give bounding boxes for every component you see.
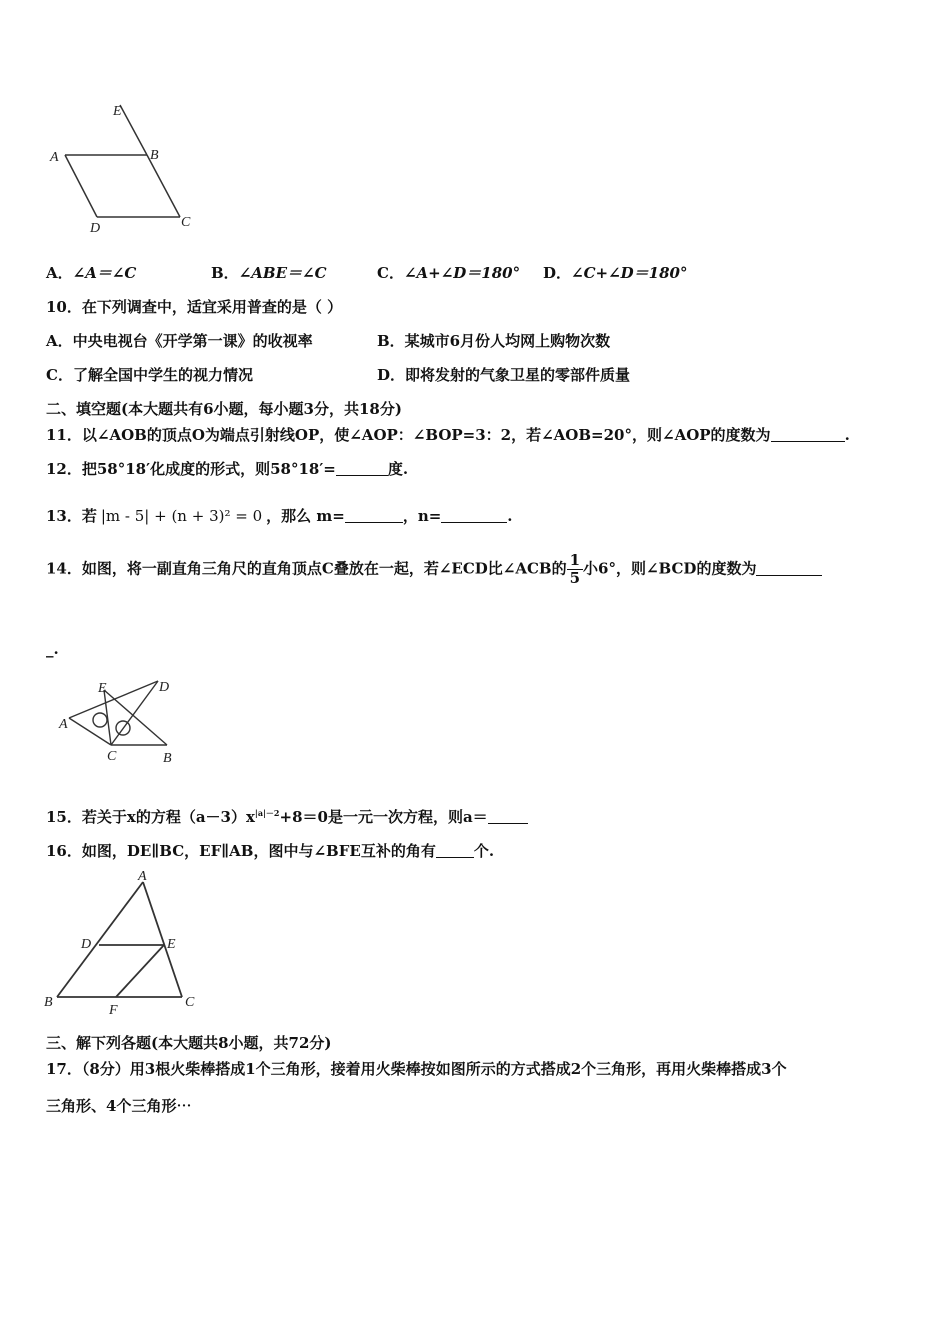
q10-option-c: C．了解全国中学生的视力情况 bbox=[46, 366, 253, 384]
label-a: A bbox=[59, 717, 68, 732]
segment-ac bbox=[69, 718, 111, 745]
segment-ab bbox=[57, 882, 143, 997]
q16-answer-blank bbox=[436, 843, 474, 858]
label-f: F bbox=[109, 1003, 118, 1018]
segment-da bbox=[65, 155, 97, 217]
label-e: E bbox=[167, 937, 176, 952]
label-b: B bbox=[44, 995, 53, 1010]
label-a: A bbox=[138, 869, 147, 884]
q14-set-squares-figure bbox=[55, 675, 190, 770]
q9-parallelogram-figure bbox=[40, 95, 210, 240]
q16: 16．如图，DE∥BC，EF∥AB，图中与∠BFE互补的角有 个. bbox=[46, 842, 495, 860]
q16-triangle-figure bbox=[40, 865, 210, 1020]
q12: 12．把58°18′化成度的形式，则58°18′= 度. bbox=[46, 460, 409, 478]
label-a: A bbox=[50, 150, 59, 165]
segment-eb bbox=[104, 690, 167, 745]
q13-n-blank bbox=[441, 508, 507, 523]
section-3-heading: 三、解下列各题(本大题共8小题，共72分) bbox=[46, 1034, 332, 1052]
label-e: E bbox=[113, 104, 122, 119]
q14-answer-blank bbox=[756, 561, 822, 576]
segment-ec bbox=[104, 690, 111, 745]
segment-be bbox=[120, 105, 147, 155]
label-d: D bbox=[81, 937, 92, 952]
q11-answer-blank bbox=[771, 427, 845, 442]
q9-option-d: D．∠C+∠D＝180° bbox=[543, 264, 688, 282]
segment-bc bbox=[147, 155, 180, 217]
label-c: C bbox=[181, 215, 191, 230]
segment-ac bbox=[143, 882, 182, 997]
q11: 11．以∠AOB的顶点O为端点引射线OP，使∠AOP：∠BOP=3：2，若∠AOB=20°，则∠AOP的度数为 . bbox=[46, 426, 850, 444]
segment-ef bbox=[116, 945, 164, 997]
q13-m-blank bbox=[345, 508, 403, 523]
q9-option-b: B．∠ABE＝∠C bbox=[211, 264, 327, 282]
label-d: D bbox=[90, 221, 101, 236]
q17-line-2: 三角形、4个三角形⋯ bbox=[46, 1097, 192, 1115]
q14: 14．如图，将一副直角三角尺的直角顶点C叠放在一起，若∠ECD比∠ACB的 $\frac{1}{5}$ 小6°，则∠BCD的度数为 bbox=[46, 552, 822, 587]
q14-fraction: $\frac{1}{5}$ bbox=[567, 552, 583, 587]
q13-formula: |m - 5| + (n + 3)² = 0 bbox=[100, 507, 263, 525]
label-e: E bbox=[98, 681, 107, 696]
angle-arc-1 bbox=[93, 713, 107, 727]
q10-option-d: D．即将发射的气象卫星的零部件质量 bbox=[377, 366, 631, 384]
q14-continuation: _. bbox=[46, 640, 59, 658]
label-c: C bbox=[107, 749, 117, 764]
q9-option-a: A．∠A＝∠C bbox=[46, 264, 137, 282]
q10-stem: 10．在下列调查中，适宜采用普查的是（ ） bbox=[46, 298, 343, 316]
label-b: B bbox=[150, 148, 159, 163]
q10-option-b: B．某城市6月份人均网上购物次数 bbox=[377, 332, 611, 350]
q12-answer-blank bbox=[336, 461, 388, 476]
q15-answer-blank bbox=[488, 809, 528, 824]
label-d: D bbox=[159, 680, 170, 695]
q17-line-1: 17．（8分）用3根火柴棒搭成1个三角形，接着用火柴棒按如图所示的方式搭成2个三角形，再用火柴棒搭成3个 bbox=[46, 1060, 787, 1078]
section-2-heading: 二、填空题(本大题共有6小题，每小题3分，共18分) bbox=[46, 400, 402, 418]
label-b: B bbox=[163, 751, 172, 766]
q15: 15．若关于x的方程$(a-3)x^{|a|-2}+8=0$是一元一次方程，则a＝ bbox=[46, 806, 528, 827]
q10-option-a: A．中央电视台《开学第一课》的收视率 bbox=[46, 332, 313, 350]
q13: 13．若 |m - 5| + (n + 3)² = 0 ，那么 m= ，n= . bbox=[46, 507, 513, 525]
q9-option-c: C．∠A+∠D＝180° bbox=[377, 264, 521, 282]
label-c: C bbox=[185, 995, 195, 1010]
